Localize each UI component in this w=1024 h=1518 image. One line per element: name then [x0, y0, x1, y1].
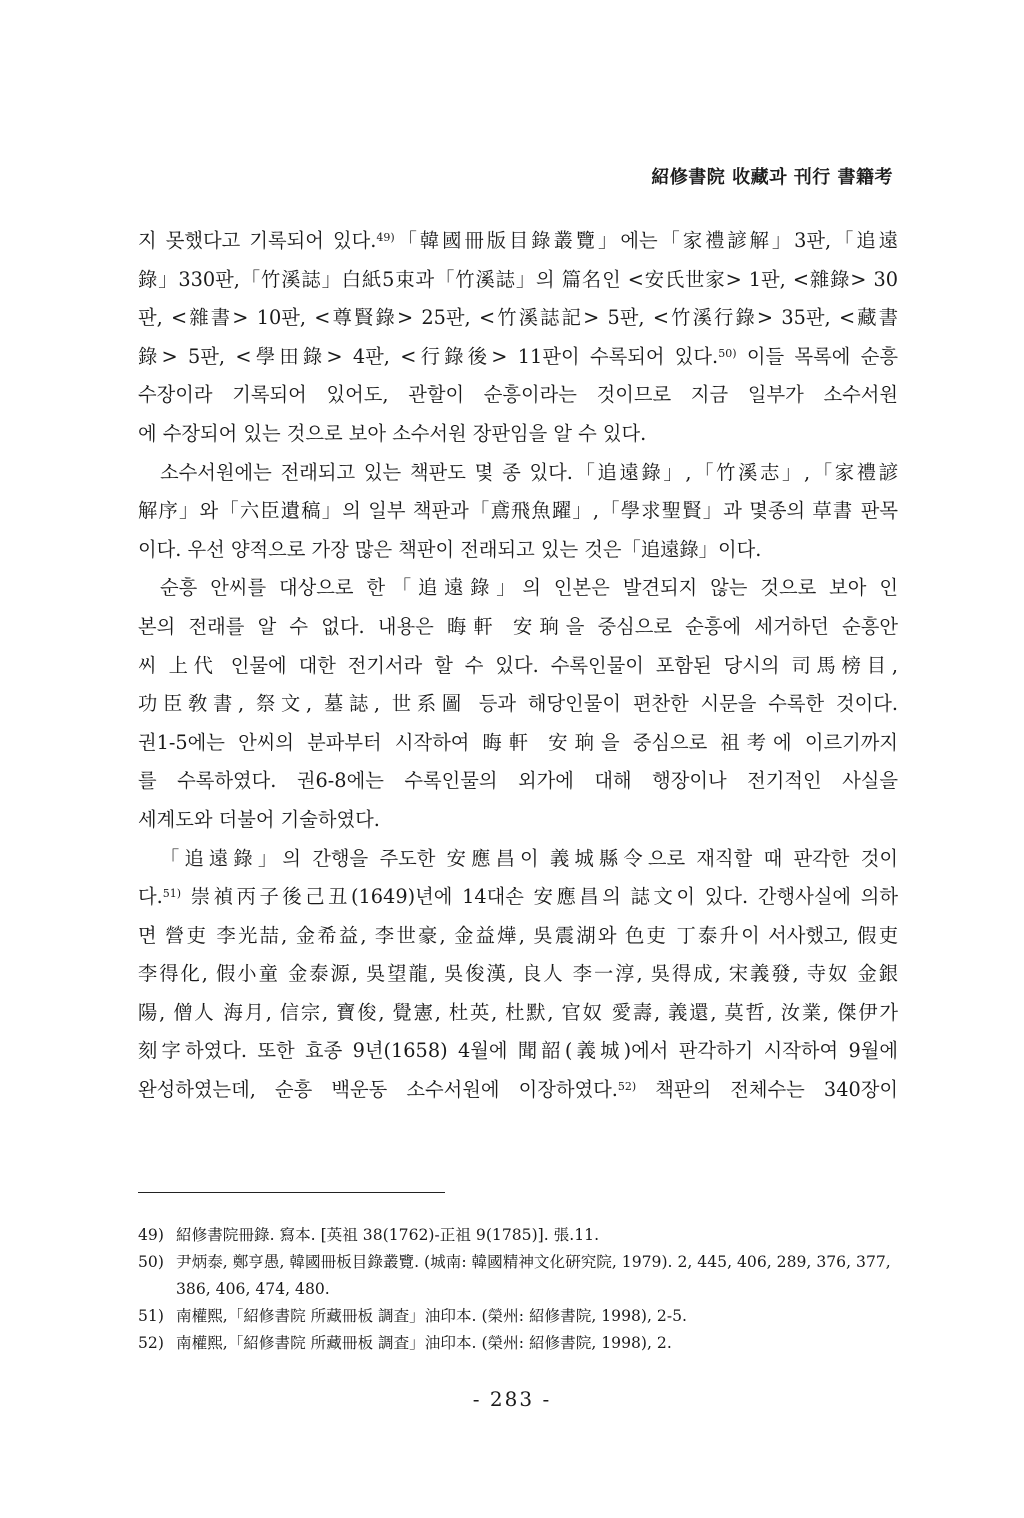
text-line: 錄」330판,「竹溪誌」白紙5束과「竹溪誌」의 篇名인 <安氏世家> 1판, <雜錄> 30: [138, 267, 898, 291]
text-line: 에 수장되어 있는 것으로 보아 소수서원 장판임을 알 수 있다.: [138, 421, 647, 445]
paragraph-1: [138, 222, 898, 454]
text-line: 이다. 우선 양적으로 가장 많은 책판이 전래되고 있는 것은「追遠錄」이다.: [138, 537, 762, 561]
text-line: 錄> 5판, <學田錄> 4판, <行錄後> 11판이 수록되어 있다.$^{50)}$ 이들 목록에 순흥: [138, 344, 898, 368]
footnote-number: 50): [138, 1253, 164, 1271]
footnote-divider: [138, 1192, 445, 1193]
text-line: 면 營吏 李光喆, 金希益, 李世豪, 金益燁, 吳震湖와 色吏 丁泰升이 서사했고, 假吏: [138, 923, 898, 947]
body-text: [138, 222, 898, 1110]
footnote-number: 49): [138, 1226, 164, 1244]
footnote-ref-51[interactable]: 51): [162, 887, 182, 901]
footnote-text: 南權熙,「紹修書院 所藏冊板 調査」油印本. (榮州: 紹修書院, 1998), 2-5.: [176, 1307, 687, 1325]
paragraph-2: [138, 454, 898, 570]
text-line: 본의 전래를 알 수 없다. 내용은 晦軒 安珦을 중심으로 순흥에 세거하던 순흥안: [138, 614, 898, 638]
footnote-number: 51): [138, 1307, 164, 1325]
text-line: 「追遠錄」의 간행을 주도한 安應昌이 義城縣令으로 재직할 때 판각한 것이: [160, 846, 898, 870]
text-line: 를 수록하였다. 권6-8에는 수록인물의 외가에 대해 행장이나 전기적인 사실을: [138, 769, 898, 793]
footnote-49: [138, 1222, 898, 1249]
footnote-text: 尹炳泰, 鄭亨愚, 韓國冊板目錄叢覽. (城南: 韓國精神文化硏究院, 1979). 2, 445, 406, 289, 376, 377, 386, 406, 474, 480.: [176, 1253, 891, 1298]
text-line: 순흥 안씨를 대상으로 한「追遠錄」의 인본은 발견되지 않는 것으로 보아 인: [160, 576, 898, 600]
footnote-51: [138, 1303, 898, 1330]
footnote-text: 紹修書院冊錄. 寫本. [英祖 38(1762)-正祖 9(1785)]. 張.11.: [176, 1226, 600, 1244]
text-line: 李得化, 假小童 金泰源, 吳望龍, 吳俊漢, 良人 李一淳, 吳得成, 宋義發, 寺奴 金銀: [138, 962, 898, 986]
footnote-ref-50[interactable]: 50): [718, 346, 737, 360]
footnote-50: [138, 1249, 898, 1303]
text-line: 세계도와 더불어 기술하였다.: [138, 807, 380, 831]
paragraph-3: [138, 569, 898, 839]
text-line: 소수서원에는 전래되고 있는 책판도 몇 종 있다.「追遠錄」,「竹溪志」,「家禮諺: [160, 460, 898, 484]
paragraph-4: [138, 840, 898, 1110]
footnote-text: 南權熙,「紹修書院 所藏冊板 調査」油印本. (榮州: 紹修書院, 1998), 2.: [176, 1334, 672, 1352]
text-line: 완성하였는데, 순흥 백운동 소수서원에 이장하였다.$^{52)}$ 책판의 전체수는 340장이: [138, 1078, 898, 1102]
text-line: 판, <雜書> 10판, <尊賢錄> 25판, <竹溪誌記> 5판, <竹溪行錄> 35판, <藏書: [138, 306, 898, 330]
text-line: 刻字하였다. 또한 효종 9년(1658) 4월에 聞韶(義城)에서 판각하기 시작하여 9월에: [138, 1039, 898, 1063]
footnote-number: 52): [138, 1334, 164, 1352]
text-line: 陽, 僧人 海月, 信宗, 寶俊, 覺憲, 杜英, 杜默, 官奴 愛壽, 義還, 莫哲, 汝業, 傑伊가: [138, 1000, 898, 1024]
page-number: - 283 -: [472, 1387, 552, 1411]
text-line: 씨 上代 인물에 대한 전기서라 할 수 있다. 수록인물이 포함된 당시의 司馬榜目,: [138, 653, 898, 677]
text-line: 지 못했다고 기록되어 있다.$^{49)}$「韓國冊版目錄叢覽」에는「家禮諺解」3판,「追遠: [138, 229, 898, 252]
text-line: 수장이라 기록되어 있어도, 관할이 순흥이라는 것이므로 지금 일부가 소수서원: [138, 383, 898, 407]
footnote-ref-49[interactable]: 49): [376, 231, 395, 244]
footnotes: [138, 1222, 898, 1357]
text-line: 다.$^{51)}$ 崇禎丙子後己丑(1649)년에 14대손 安應昌의 誌文이 있다. 간행사실에 의하: [138, 885, 898, 909]
text-line: 功臣敎書, 祭文, 墓誌, 世系圖 등과 해당인물이 편찬한 시문을 수록한 것이다.: [138, 692, 898, 716]
text-line: 권1-5에는 안씨의 분파부터 시작하여 晦軒 安珦을 중심으로 祖考에 이르기까지: [138, 730, 898, 754]
footnote-52: [138, 1330, 898, 1357]
footnote-ref-52[interactable]: 52): [617, 1080, 637, 1094]
running-header: 紹修書院 收藏과 刊行 書籍考: [651, 167, 893, 188]
text-line: 解序」와「六臣遺稿」의 일부 책판과「鳶飛魚躍」,「學求聖賢」과 몇종의 草書 판목: [138, 499, 898, 523]
